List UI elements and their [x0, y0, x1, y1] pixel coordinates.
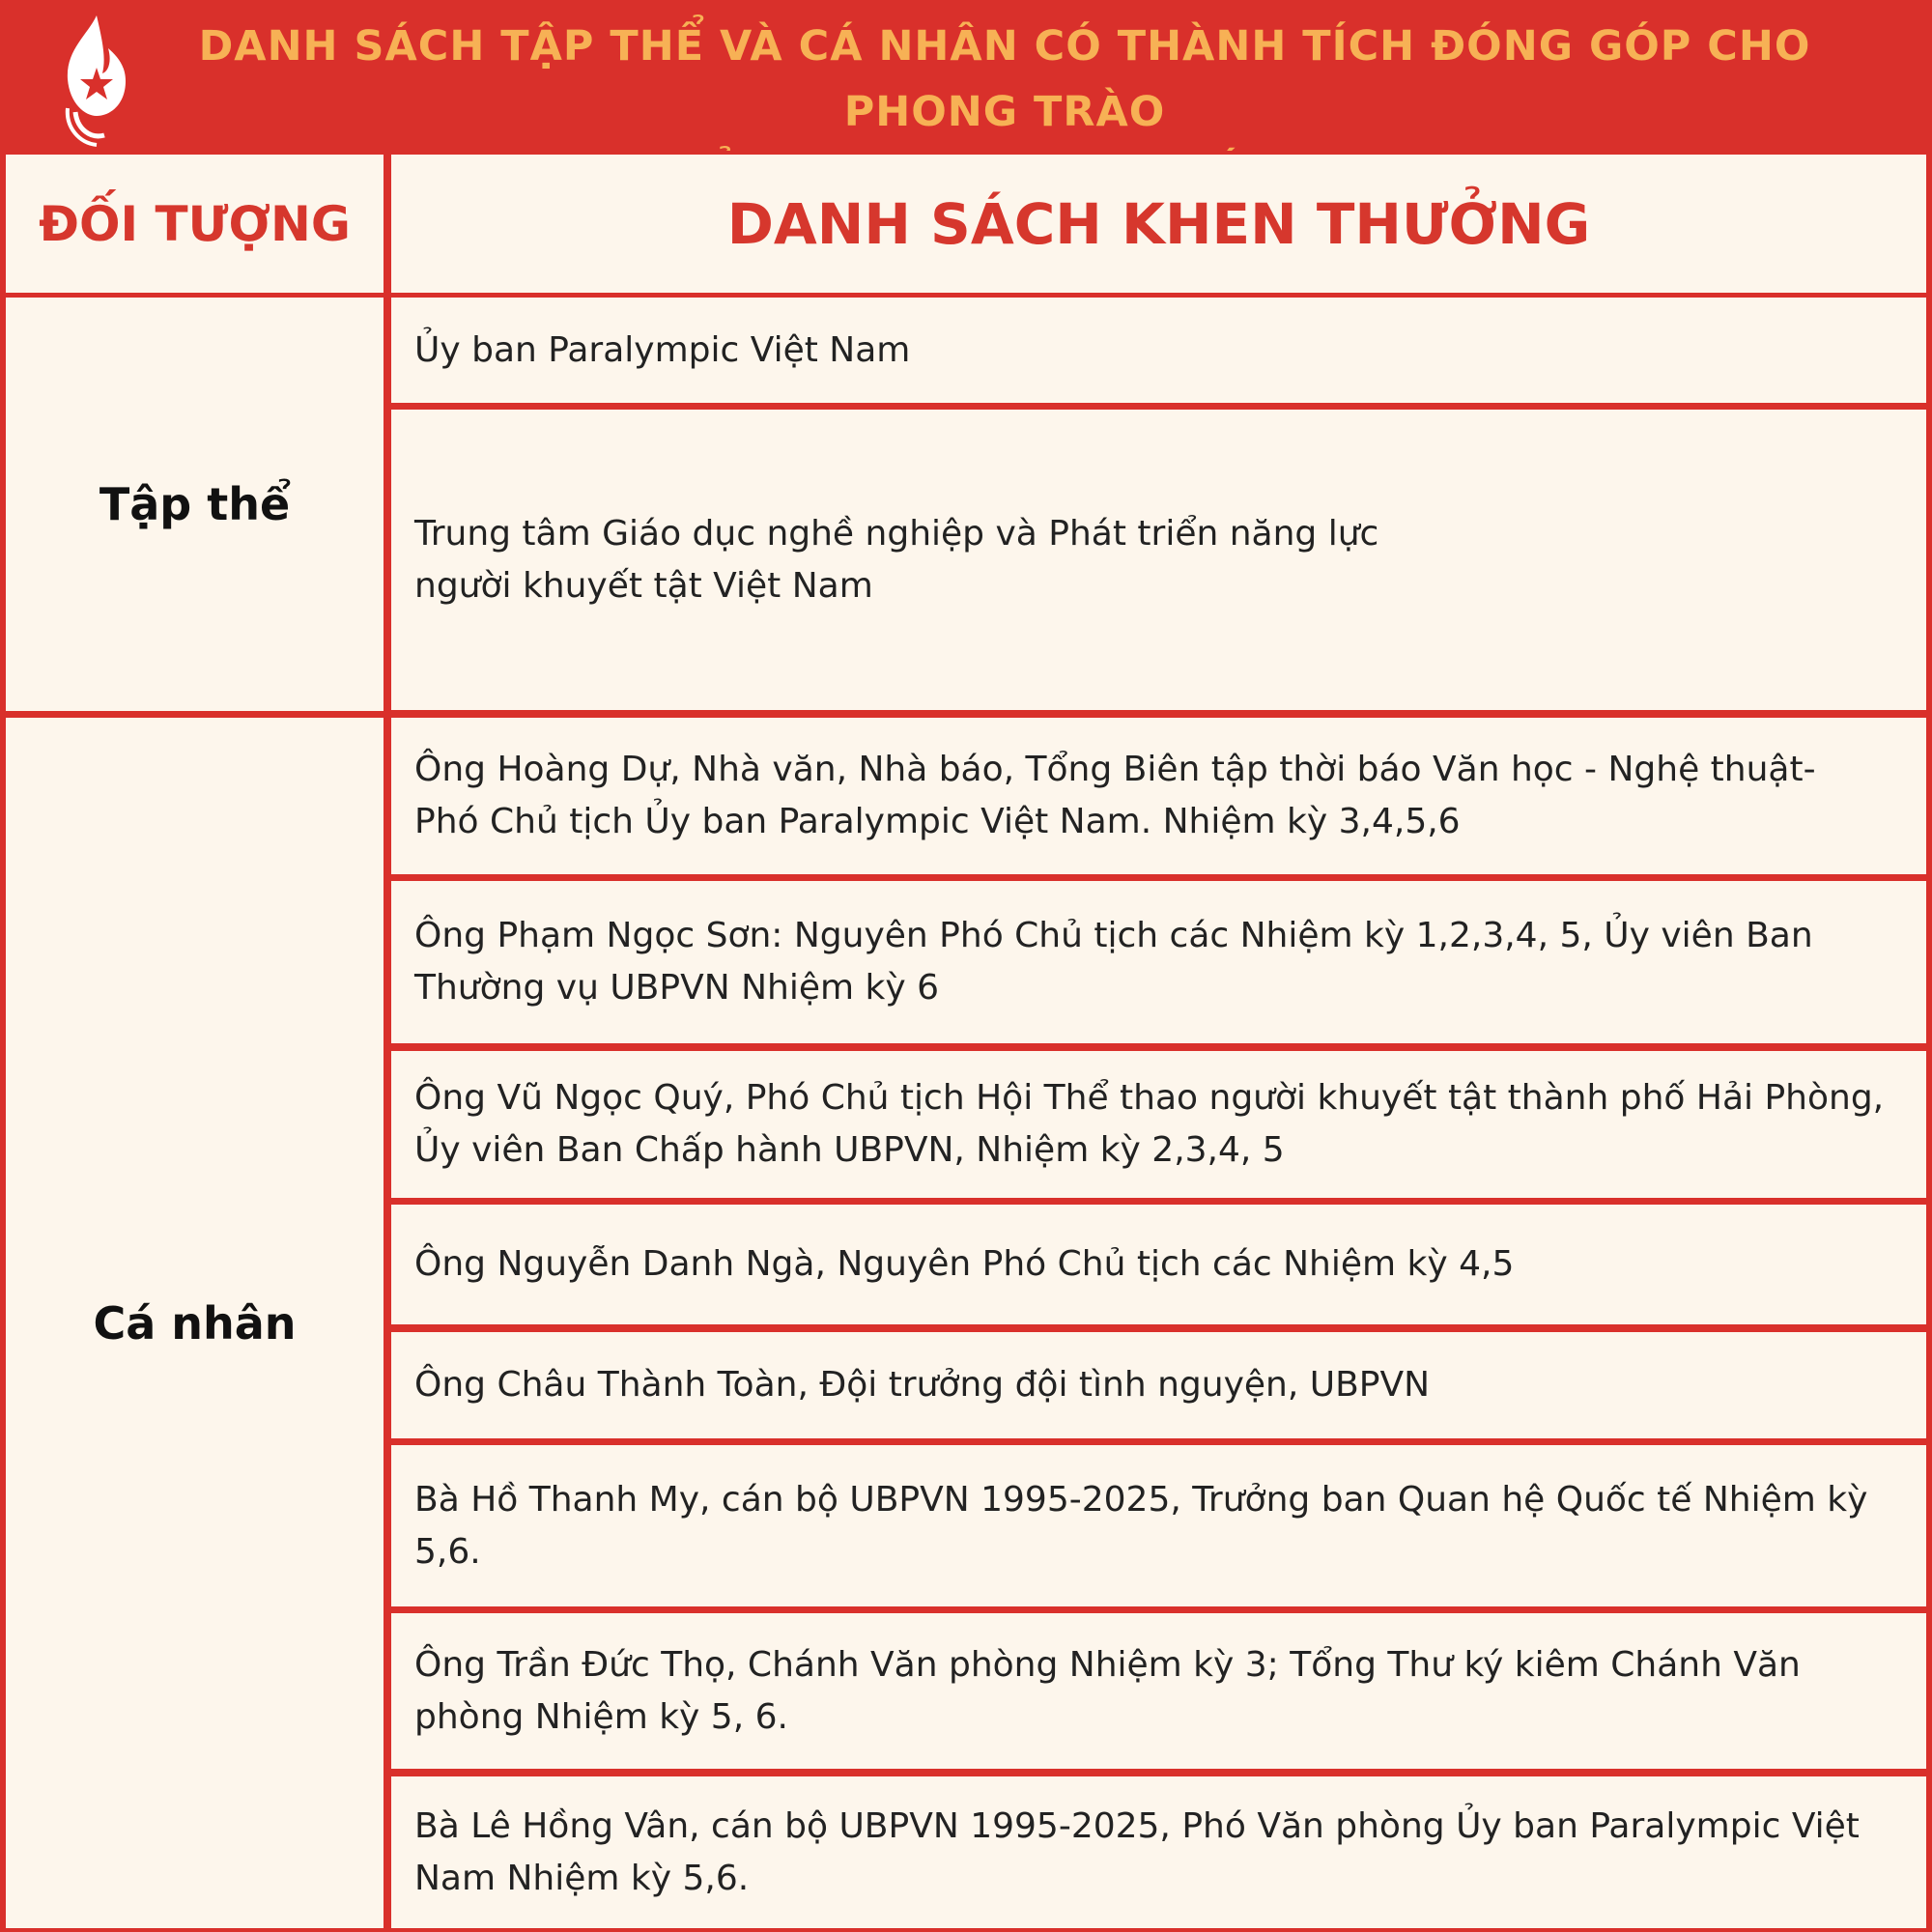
list-item: [391, 1051, 1926, 1198]
group-label-individual-text: Cá nhân: [93, 1296, 297, 1350]
list-item: [391, 1332, 1926, 1438]
list-item-text: Ông Trần Đức Thọ, Chánh Văn phòng Nhiệm kỳ 3; Tổng Thư ký kiêm Chánh Văn phòng Nhiệm kỳ 5, 6.: [414, 1644, 1801, 1737]
list-item-text: Bà Lê Hồng Vân, cán bộ UBPVN 1995-2025, Phó Văn phòng Ủy ban Paralympic Việt Nam Nhiệm kỳ 5,6.: [414, 1805, 1860, 1898]
title-line-1: DANH SÁCH TẬP THỂ VÀ CÁ NHÂN CÓ THÀNH TÍCH ĐÓNG GÓP CHO PHONG TRÀO: [198, 22, 1811, 136]
list-item: [391, 718, 1926, 874]
list-item: [391, 1205, 1926, 1324]
awards-table: [0, 151, 1932, 1932]
column-header-subject: [6, 155, 384, 293]
list-item-text: Trung tâm Giáo dục nghề nghiệp và Phát triển năng lực người khuyết tật Việt Nam: [414, 513, 1379, 606]
list-item-text: Ông Nguyễn Danh Ngà, Nguyên Phó Chủ tịch các Nhiệm kỳ 4,5: [414, 1244, 1515, 1284]
list-item: [391, 1776, 1926, 1928]
header-banner: [0, 0, 1932, 151]
list-item: [391, 881, 1926, 1043]
column-header-award-list: [391, 155, 1926, 293]
flame-star-logo-icon: [58, 12, 135, 147]
list-item: [391, 1613, 1926, 1769]
group-label-collective-text: Tập thể: [99, 478, 291, 530]
list-item-text: Ông Vũ Ngọc Quý, Phó Chủ tịch Hội Thể thao người khuyết tật thành phố Hải Phòng, Ủy viên Ban Chấp hành UBPVN, Nhiệm kỳ 2,3,4, 5: [414, 1078, 1885, 1170]
group-label-collective: [6, 298, 384, 711]
list-item-text: Ông Phạm Ngọc Sơn: Nguyên Phó Chủ tịch các Nhiệm kỳ 1,2,3,4, 5, Ủy viên Ban Thường vụ UBPVN Nhiệm kỳ 6: [414, 916, 1813, 1008]
list-item: [391, 298, 1926, 403]
list-item-text: Ông Hoàng Dự, Nhà văn, Nhà báo, Tổng Biên tập thời báo Văn học - Nghệ thuật- Phó Chủ tịch Ủy ban Paralympic Việt Nam. Nhiệm kỳ 3,4,5,6: [414, 750, 1816, 841]
list-item: [391, 410, 1926, 710]
column-header-award-list-label: DANH SÁCH KHEN THƯỞNG: [726, 190, 1591, 257]
list-item-text: Bà Hồ Thanh My, cán bộ UBPVN 1995-2025, Trưởng ban Quan hệ Quốc tế Nhiệm kỳ 5,6.: [414, 1479, 1868, 1572]
list-item: [391, 1445, 1926, 1606]
group-label-individual: [6, 718, 384, 1928]
list-item-text: Ủy ban Paralympic Việt Nam: [414, 329, 911, 370]
list-item-text: Ông Châu Thành Toàn, Đội trưởng đội tình nguyện, UBPVN: [414, 1365, 1431, 1405]
column-header-subject-label: ĐỐI TƯỢNG: [39, 195, 351, 252]
